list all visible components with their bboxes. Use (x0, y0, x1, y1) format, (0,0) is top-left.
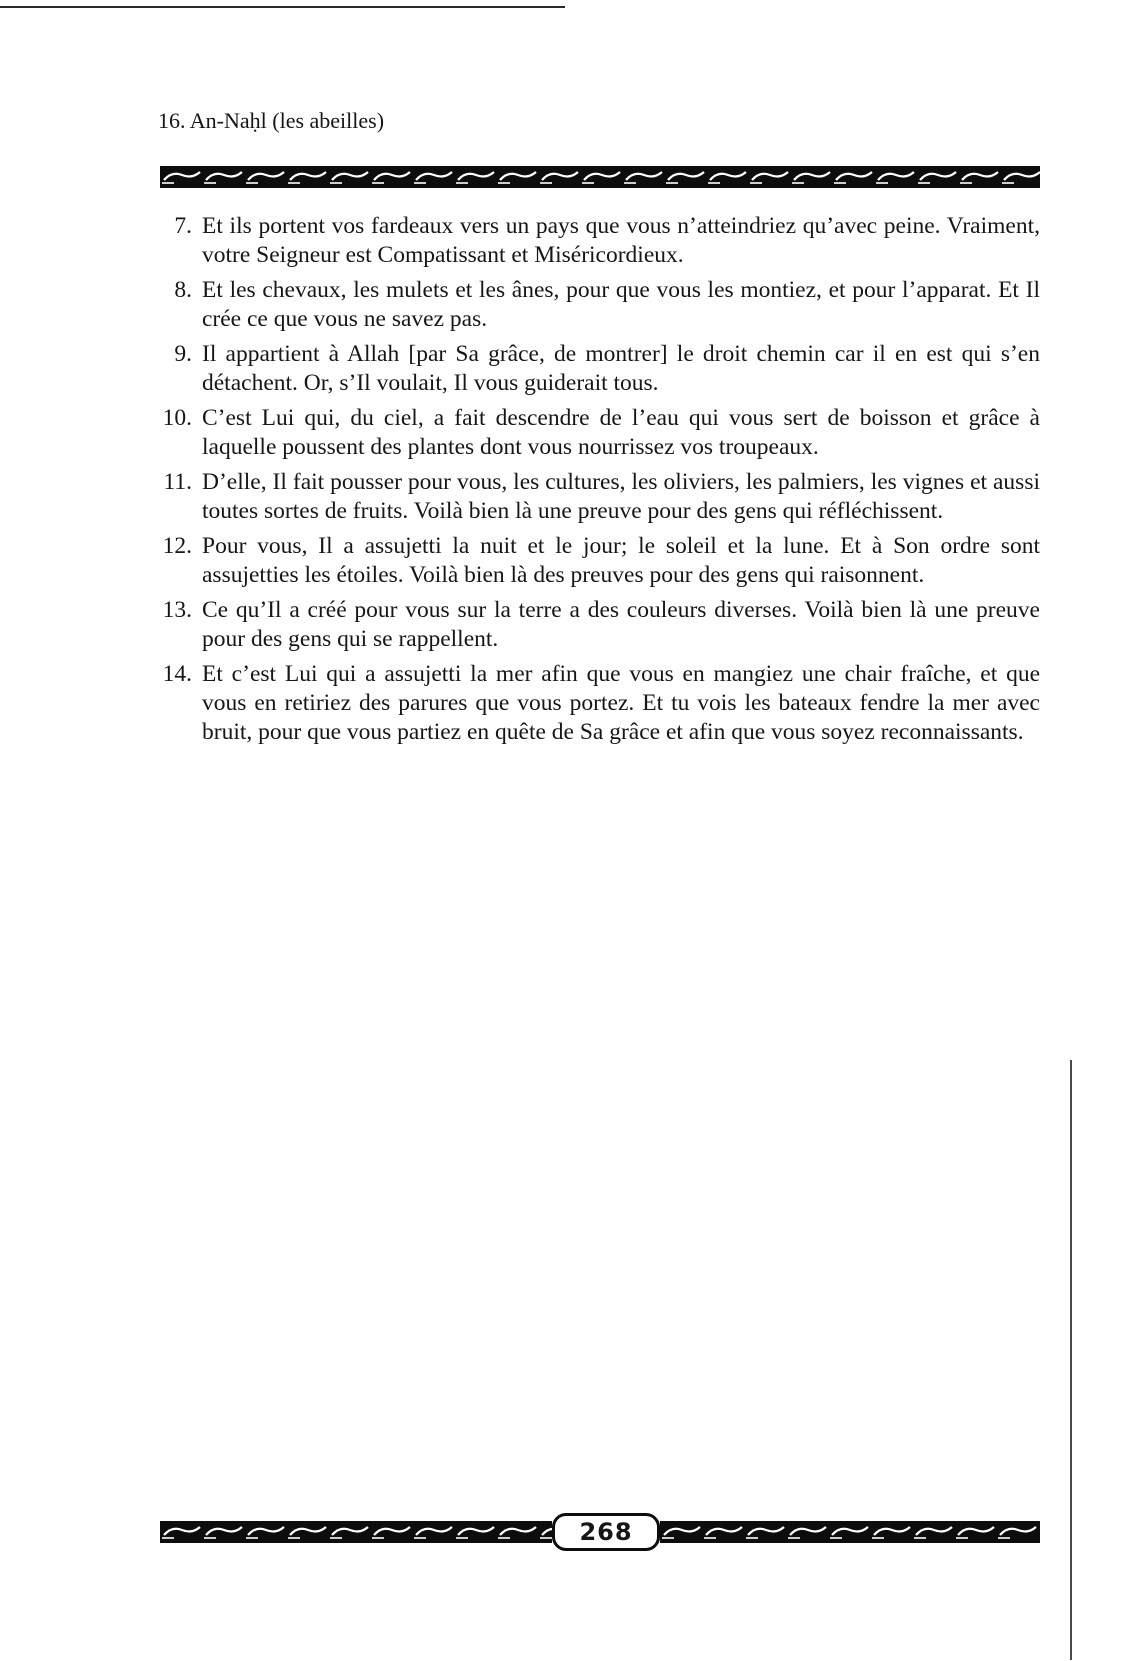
chain-pattern-icon (160, 166, 1040, 188)
chain-pattern-icon (660, 1521, 1040, 1543)
page-number: 268 (552, 1513, 660, 1551)
verse-list (150, 212, 1040, 753)
verse-item (150, 660, 1040, 747)
verse-item (150, 596, 1040, 654)
verse-item (150, 340, 1040, 398)
verse-item (150, 404, 1040, 462)
decorative-band-top (160, 166, 1040, 188)
verse-item (150, 532, 1040, 590)
top-rule (0, 6, 565, 8)
verse-number: 7. (174, 213, 192, 239)
verse-text: Il appartient à Allah [par Sa grâce, de montrer] le droit chemin car il en est qui s’en détachent. Or, s’Il voulait, Il vous guiderait tous. (202, 341, 1040, 396)
verse-number: 11. (163, 469, 192, 495)
verse-item (150, 212, 1040, 270)
verse-text: Et ils portent vos fardeaux vers un pays que vous n’atteindriez qu’avec peine. Vraiment, votre Seigneur est Compatissant et Miséricordieux. (202, 213, 1040, 268)
verse-text: Pour vous, Il a assujetti la nuit et le jour; le soleil et la lune. Et à Son ordre sont assujetties les étoiles. Voilà bien là des preuves pour des gens qui raisonnent. (202, 533, 1040, 588)
verse-text: C’est Lui qui, du ciel, a fait descendre de l’eau qui vous sert de boisson et grâce à laquelle poussent des plantes dont vous nourrissez vos troupeaux. (202, 405, 1040, 460)
verse-number: 13. (162, 597, 192, 623)
decorative-band-bottom-right (660, 1521, 1040, 1543)
verse-number: 12. (162, 533, 192, 559)
verse-item (150, 468, 1040, 526)
verse-number: 14. (162, 661, 192, 687)
chain-pattern-icon (160, 1521, 552, 1543)
verse-number: 9. (174, 341, 192, 367)
verse-item (150, 276, 1040, 334)
verse-text: Ce qu’Il a créé pour vous sur la terre a des couleurs diverses. Voilà bien là une preuve pour des gens qui se rappellent. (202, 597, 1040, 652)
verse-number: 8. (174, 277, 192, 303)
scan-edge-mark (1070, 1060, 1072, 1660)
verse-text: Et les chevaux, les mulets et les ânes, pour que vous les montiez, et pour l’apparat. Et Il crée ce que vous ne savez pas. (202, 277, 1040, 332)
verse-text: D’elle, Il fait pousser pour vous, les cultures, les oliviers, les palmiers, les vignes et aussi toutes sortes de fruits. Voilà bien là une preuve pour des gens qui réfléchissent. (202, 469, 1040, 524)
verse-number: 10. (162, 405, 192, 431)
page-header: 16. An-Naḥl (les abeilles) (158, 108, 385, 133)
decorative-band-bottom-left (160, 1521, 552, 1543)
verse-text: Et c’est Lui qui a assujetti la mer afin que vous en mangiez une chair fraîche, et que vous en retiriez des parures que vous portez. Et tu vois les bateaux fendre la mer avec bruit, pour que vous partiez en quête de Sa grâce et afin que vous soyez reconnaissants. (202, 661, 1040, 745)
